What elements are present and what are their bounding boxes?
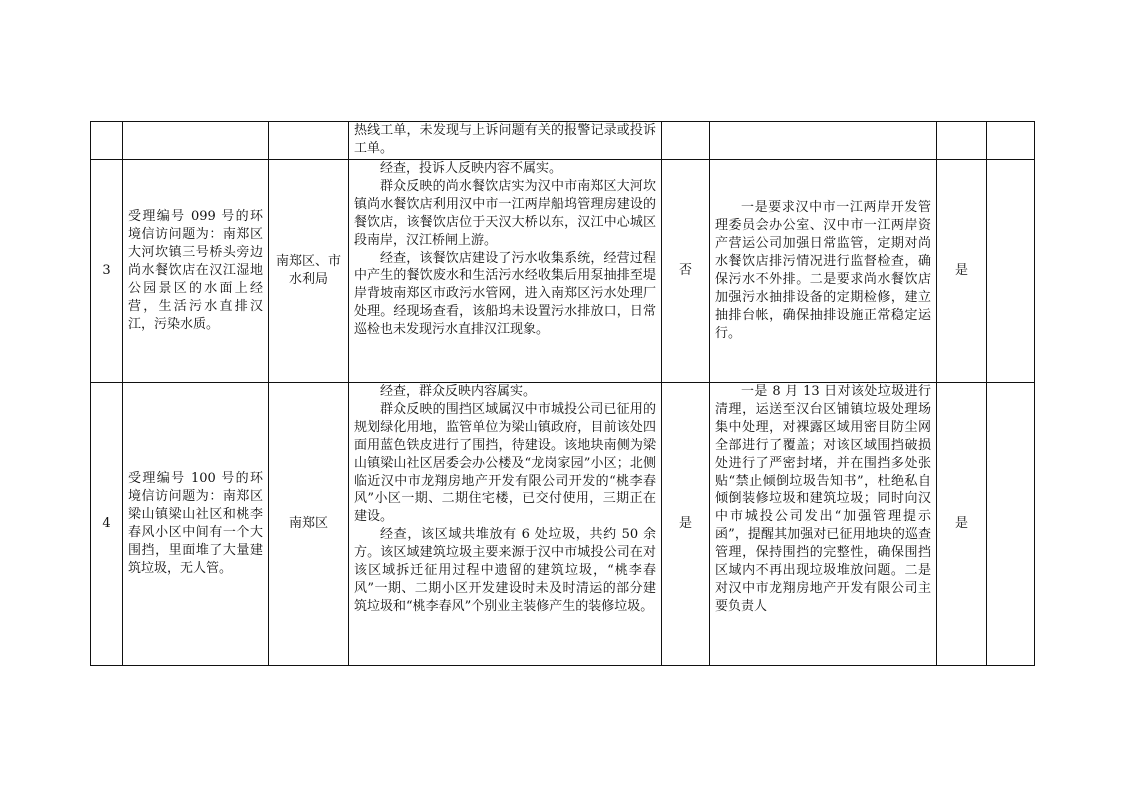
findings-paragraph: 经查，该区域共堆放有 6 处垃圾，共约 50 余方。该区域建筑垃圾主要来源于汉中市城投公司在对该区域拆迁征用过程中遗留的建筑垃圾，“桃李春风”一期、二期小区开发建设时未及时清运的部分建筑垃圾和“桃李春风”个别业主装修产生的装修垃圾。 — [354, 527, 656, 614]
issue-cell: 受理编号 100 号的环境信访问题为：南郑区梁山镇梁山社区和桃李春风小区中间有一个大围挡，里面堆了大量建筑垃圾，无人管。 — [123, 383, 269, 666]
table-row — [91, 160, 1035, 383]
findings-cell — [349, 122, 662, 160]
row-number-cell — [91, 122, 123, 160]
note-cell — [987, 383, 1035, 666]
responsible-unit-cell: 南郑区 — [269, 383, 349, 666]
closed-cell: 是 — [937, 160, 987, 383]
issue-cell: 受理编号 099 号的环境信访问题为：南郑区大河坎镇三号桥头旁边尚水餐饮店在汉江湿地公园景区的水面上经营，生活污水直排汉江，污染水质。 — [123, 160, 269, 383]
row-number-cell: 4 — [91, 383, 123, 666]
findings-paragraph: 经查，群众反映内容属实。 — [380, 384, 537, 399]
findings-cell — [349, 383, 662, 666]
findings-paragraph: 群众反映的围挡区域属汉中市城投公司已征用的规划绿化用地，监管单位为梁山镇政府，目前该处四面用蓝色铁皮进行了围挡，待建设。该地块南侧为梁山镇梁山社区居委会办公楼及“龙岗家园”小区；北侧临近汉中市龙翔房地产开发有限公司开发的“桃李春风”小区一期、二期住宅楼，已交付使用，三期正在建设。 — [354, 401, 656, 525]
measures-paragraph: 一是 8 月 13 日对该处垃圾进行清理，运送至汉台区铺镇垃圾处理场集中处理，对裸露区域用密目防尘网全部进行了覆盖；对该区域围挡破损处进行了严密封堵，并在围挡多处张贴“禁止倾倒垃圾告知书”，杜绝私自倾倒装修垃圾和建筑垃圾；同时向汉中市城投公司发出“加强管理提示函”，提醒其加强对已征用地块的巡查管理，保持围挡的完整性，确保围挡区域内不再出现垃圾堆放问题。二是对汉中市龙翔房地产开发有限公司主要负责人 — [715, 384, 931, 614]
findings-cell — [349, 160, 662, 383]
row-number-cell: 3 — [91, 160, 123, 383]
measures-cell — [710, 122, 937, 160]
closed-cell — [937, 122, 987, 160]
measures-cell — [710, 383, 937, 666]
note-cell — [987, 160, 1035, 383]
measures-cell — [710, 160, 937, 383]
table-row — [91, 383, 1035, 666]
closed-cell: 是 — [937, 383, 987, 666]
verified-cell: 否 — [662, 160, 710, 383]
findings-paragraph: 经查，该餐饮店建设了污水收集系统，经营过程中产生的餐饮废水和生活污水经收集后用泵抽排至堤岸背坡南郑区市政污水管网，进入南郑区污水处理厂处理。经现场查看，该船坞未设置污水排放口，日常巡检也未发现污水直排汉江现象。 — [354, 250, 656, 338]
responsible-unit-cell: 南郑区、市水利局 — [269, 160, 349, 383]
issue-cell — [123, 122, 269, 160]
note-cell — [987, 122, 1035, 160]
findings-paragraph: 热线工单，未发现与上诉问题有关的报警记录或投诉工单。 — [354, 123, 656, 156]
table-row — [91, 122, 1035, 160]
responsible-unit-cell — [269, 122, 349, 160]
findings-paragraph: 经查，投诉人反映内容不属实。 — [380, 161, 563, 176]
measures-paragraph: 一是要求汉中市一江两岸开发管理委员会办公室、汉中市一江两岸资产营运公司加强日常监管，定期对尚水餐饮店排污情况进行监督检查，确保污水不外排。二是要求尚水餐饮店加强污水抽排设备的定期检修，建立抽排台帐，确保抽排设施正常稳定运行。 — [715, 200, 931, 341]
report-table — [90, 121, 1035, 666]
verified-cell — [662, 122, 710, 160]
verified-cell: 是 — [662, 383, 710, 666]
findings-paragraph: 群众反映的尚水餐饮店实为汉中市南郑区大河坎镇尚水餐饮店利用汉中市一江两岸船坞管理房建设的餐饮店，该餐饮店位于天汉大桥以东，汉江中心城区段南岸，汉江桥闸上游。 — [354, 178, 656, 248]
